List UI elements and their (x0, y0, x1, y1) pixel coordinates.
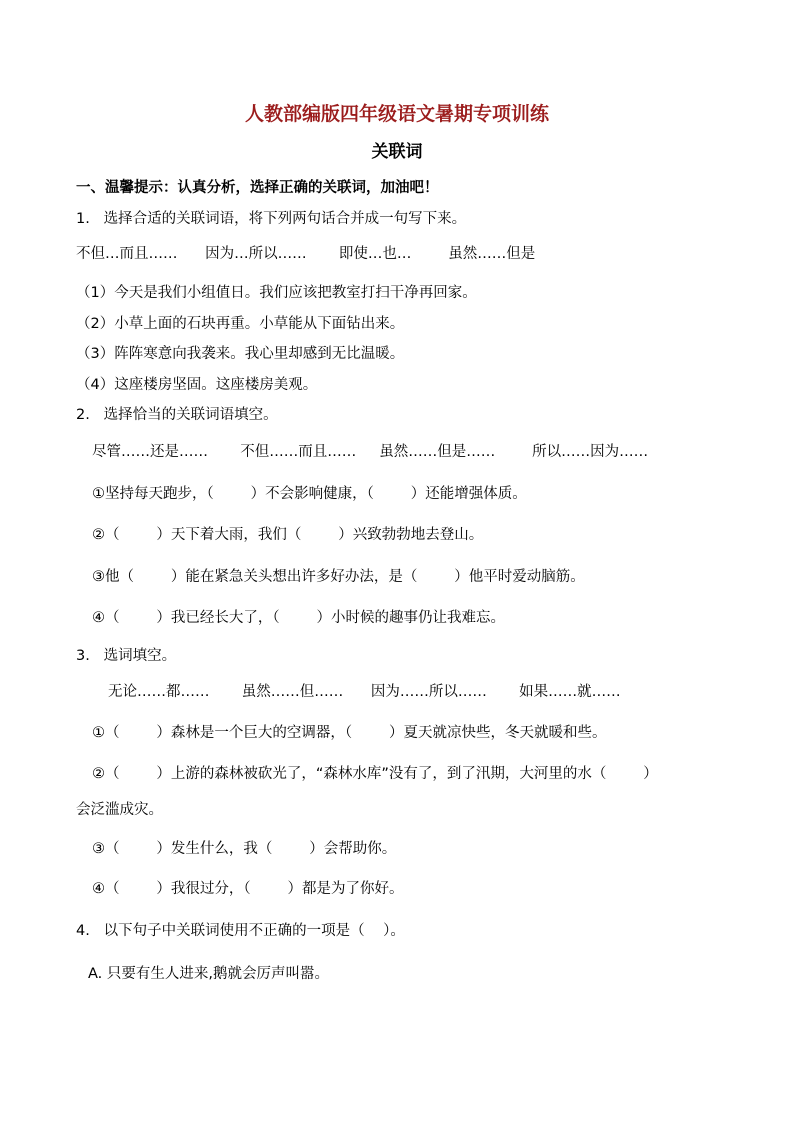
document-title: 人教部编版四年级语文暑期专项训练 (244, 103, 549, 125)
question-1-item-3: （3）阵阵寒意向我袭来。我心里却感到无比温暖。 (76, 346, 405, 362)
question-3-options: 无论……都…… 虽然……但…… 因为……所以…… 如果……就…… (108, 684, 621, 700)
question-2-item-1: ①坚持每天跑步，（ ）不会影响健康，（ ）还能增强体质。 (92, 486, 527, 502)
document-subtitle: 关联词 (371, 142, 423, 162)
question-1-item-1: （1）今天是我们小组值日。我们应该把教室打扫干净再回家。 (76, 285, 477, 301)
question-1-prompt: 1. 选择合适的关联词语，将下列两句话合并成一句写下来。 (76, 211, 467, 227)
question-2-prompt: 2. 选择恰当的关联词语填空。 (76, 407, 278, 423)
question-3-item-4: ④（ ）我很过分，（ ）都是为了你好。 (92, 881, 404, 897)
question-2-item-3: ③他（ ）能在紧急关头想出许多好办法，是（ ）他平时爱动脑筋。 (92, 569, 585, 585)
question-1-item-4: （4）这座楼房坚固。这座楼房美观。 (76, 377, 318, 393)
question-4-option-a: A. 只要有生人进来,鹅就会厉声叫嚣。 (88, 966, 329, 982)
question-1-options: 不但…而且…… 因为…所以…… 即使…也… 虽然……但是 (76, 246, 536, 262)
question-2-options: 尽管……还是…… 不但……而且…… 虽然……但是…… 所以……因为…… (92, 444, 649, 460)
question-3-item-1: ①（ ）森林是一个巨大的空调器，（ ）夏天就凉快些，冬天就暖和些。 (92, 725, 607, 741)
question-4-prompt: 4. 以下句子中关联词使用不正确的一项是（ ）。 (76, 923, 405, 939)
question-2-item-4: ④（ ）我已经长大了，（ ）小时候的趣事仍让我难忘。 (92, 610, 505, 626)
question-1-item-2: （2）小草上面的石块再重。小草能从下面钻出来。 (76, 316, 405, 332)
section-heading: 一、温馨提示：认真分析，选择正确的关联词，加油吧！ (76, 180, 439, 196)
question-3-item-2: ②（ ）上游的森林被砍光了，“森林水库”没有了，到了汛期，大河里的水（ ） (92, 766, 658, 782)
question-3-item-2-continued: 会泛滥成灾。 (76, 802, 163, 818)
question-2-item-2: ②（ ）天下着大雨，我们（ ）兴致勃勃地去登山。 (92, 527, 484, 543)
question-3-item-3: ③（ ）发生什么，我（ ）会帮助你。 (92, 841, 397, 857)
question-3-prompt: 3. 选词填空。 (76, 648, 177, 664)
